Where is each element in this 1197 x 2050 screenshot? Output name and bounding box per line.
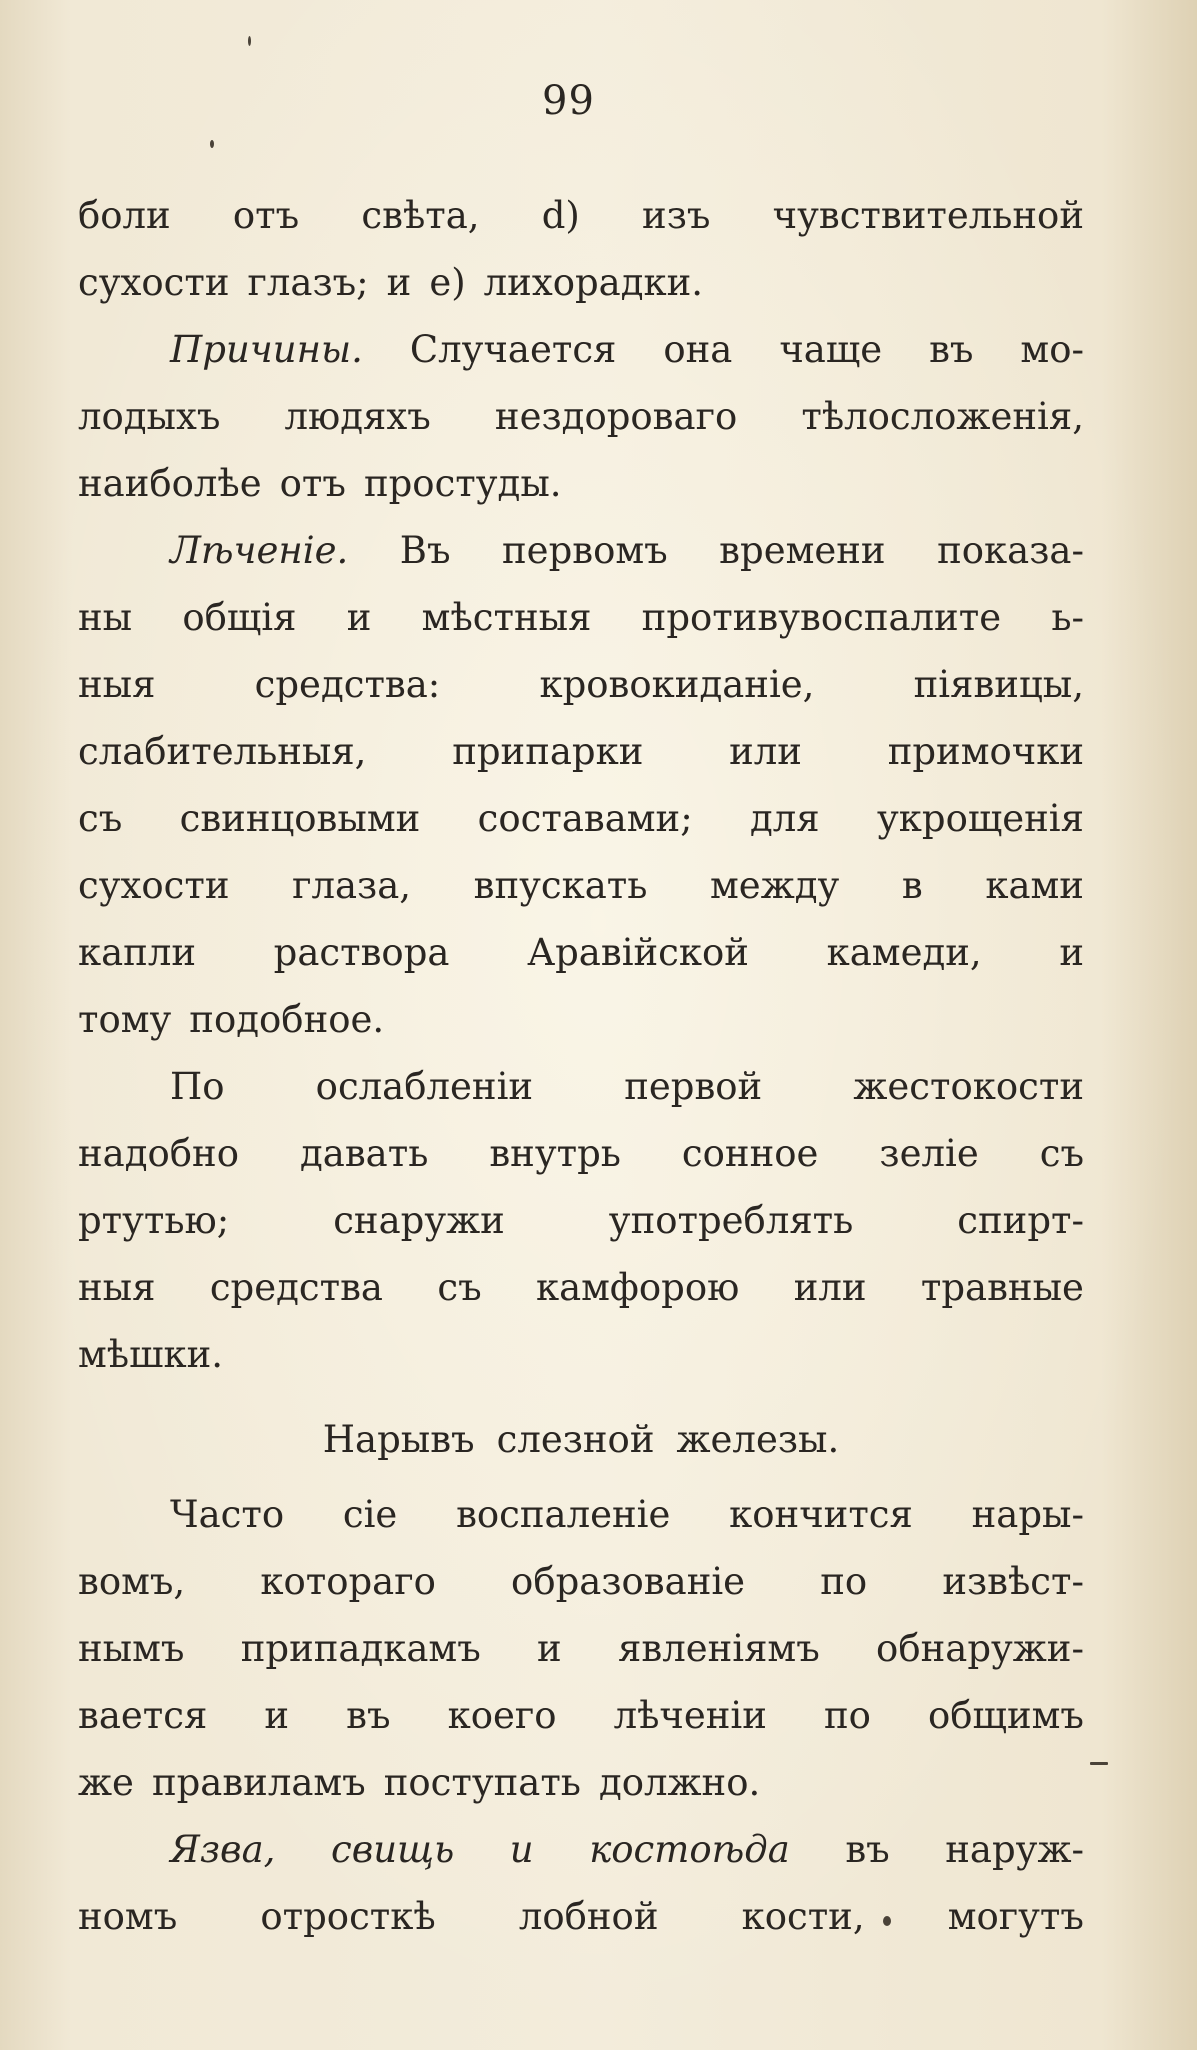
text-line bbox=[78, 1548, 1084, 1615]
word: камеди, bbox=[826, 931, 982, 974]
section-label: Причины. bbox=[170, 328, 363, 371]
paper-speck bbox=[883, 1916, 891, 1926]
word: тѣлосложенія, bbox=[801, 395, 1084, 438]
word: травные bbox=[920, 1266, 1084, 1309]
word: показа- bbox=[937, 529, 1084, 572]
word: кости, bbox=[741, 1895, 865, 1938]
text-line bbox=[78, 852, 1084, 919]
word: и bbox=[264, 1694, 290, 1737]
word: чувствительной bbox=[772, 194, 1084, 237]
word: между bbox=[710, 864, 840, 907]
word: времени bbox=[719, 529, 886, 572]
word: спирт- bbox=[957, 1199, 1084, 1242]
word: сухости bbox=[78, 261, 230, 304]
word: мѣстныя bbox=[421, 596, 592, 639]
word: же bbox=[78, 1761, 134, 1804]
text-line bbox=[78, 1321, 1084, 1388]
word: лодыхъ bbox=[78, 395, 221, 438]
word: номъ bbox=[78, 1895, 178, 1938]
text-line bbox=[78, 651, 1084, 718]
heading-word: Нарывъ bbox=[322, 1418, 475, 1461]
word: и bbox=[537, 1627, 562, 1670]
text-line bbox=[78, 316, 1084, 383]
word: костоѣда bbox=[589, 1828, 790, 1871]
word: впускать bbox=[473, 864, 648, 907]
word: воспаленіе bbox=[456, 1493, 671, 1536]
word: жестокости bbox=[853, 1065, 1084, 1108]
word: и bbox=[1059, 931, 1084, 974]
word: ртутью; bbox=[78, 1199, 230, 1242]
word: надобно bbox=[78, 1132, 239, 1175]
word: мо- bbox=[1020, 328, 1084, 371]
word: коего bbox=[447, 1694, 557, 1737]
word: ками bbox=[985, 864, 1084, 907]
word: По bbox=[170, 1065, 225, 1108]
word: вается bbox=[78, 1694, 208, 1737]
word: боли bbox=[78, 194, 171, 237]
word: первомъ bbox=[502, 529, 668, 572]
text-line bbox=[78, 1120, 1084, 1187]
text-line bbox=[78, 517, 1084, 584]
word: примочки bbox=[887, 730, 1084, 773]
word: явленіямъ bbox=[618, 1627, 820, 1670]
text-line bbox=[78, 249, 1084, 316]
word: вомъ, bbox=[78, 1560, 186, 1603]
word: глаза, bbox=[292, 864, 412, 907]
word: въ bbox=[929, 328, 974, 371]
word: общія bbox=[182, 596, 297, 639]
word: Аравійской bbox=[527, 931, 749, 974]
heading-word: слезной bbox=[496, 1418, 655, 1461]
word: первой bbox=[624, 1065, 763, 1108]
text-line bbox=[78, 1682, 1084, 1749]
word: сухости bbox=[78, 864, 230, 907]
word: нездороваго bbox=[494, 395, 738, 438]
word: тому bbox=[78, 998, 172, 1041]
word: внутрь bbox=[489, 1132, 621, 1175]
word: в bbox=[901, 864, 923, 907]
word: припарки bbox=[452, 730, 644, 773]
paper-speck bbox=[210, 140, 214, 148]
word: она bbox=[663, 328, 733, 371]
word: или bbox=[793, 1266, 867, 1309]
word: изъ bbox=[642, 194, 711, 237]
word: подобное. bbox=[189, 998, 385, 1041]
word: и bbox=[386, 261, 412, 304]
word: нымъ bbox=[78, 1627, 185, 1670]
word: и bbox=[346, 596, 372, 639]
section-heading bbox=[78, 1406, 1084, 1473]
heading-word: железы. bbox=[676, 1418, 840, 1461]
word: обнаружи- bbox=[876, 1627, 1084, 1670]
word: средства bbox=[209, 1266, 383, 1309]
text-line bbox=[78, 785, 1084, 852]
word: свинцовыми bbox=[179, 797, 421, 840]
word: по bbox=[820, 1560, 868, 1603]
text-line bbox=[78, 1053, 1084, 1120]
word: съ bbox=[1039, 1132, 1084, 1175]
text-line bbox=[78, 383, 1084, 450]
text-line bbox=[78, 1254, 1084, 1321]
word: употреблять bbox=[608, 1199, 854, 1242]
word: или bbox=[729, 730, 802, 773]
word: камфорою bbox=[535, 1266, 740, 1309]
word: образованіе bbox=[511, 1560, 746, 1603]
word: e) bbox=[429, 261, 466, 304]
word: d) bbox=[541, 194, 580, 237]
word: ослабленіи bbox=[315, 1065, 534, 1108]
word: общимъ bbox=[928, 1694, 1084, 1737]
word: ныя bbox=[78, 663, 156, 706]
text-line bbox=[78, 986, 1084, 1053]
word: извѣст- bbox=[942, 1560, 1084, 1603]
text-line bbox=[78, 1749, 1084, 1816]
word: нары- bbox=[971, 1493, 1084, 1536]
word: по bbox=[824, 1694, 871, 1737]
word: давать bbox=[300, 1132, 429, 1175]
word: котораго bbox=[260, 1560, 436, 1603]
word: зеліе bbox=[879, 1132, 979, 1175]
word: сіе bbox=[342, 1493, 398, 1536]
word: могутъ bbox=[947, 1895, 1084, 1938]
word: въ bbox=[346, 1694, 391, 1737]
text-line bbox=[78, 1615, 1084, 1682]
word: лихорадки. bbox=[483, 261, 704, 304]
word: кончится bbox=[729, 1493, 913, 1536]
word: отъ bbox=[232, 194, 300, 237]
paper-speck bbox=[1090, 1762, 1108, 1765]
word: ны bbox=[78, 596, 133, 639]
text-line bbox=[78, 450, 1084, 517]
text-line bbox=[78, 1187, 1084, 1254]
word: людяхъ bbox=[284, 395, 431, 438]
text-line bbox=[78, 919, 1084, 986]
word: съ bbox=[437, 1266, 482, 1309]
text-line bbox=[78, 1816, 1084, 1883]
word: Случается bbox=[409, 328, 617, 371]
word: лѣченіи bbox=[613, 1694, 767, 1737]
text-line bbox=[78, 1481, 1084, 1548]
word: Язва, bbox=[170, 1828, 276, 1871]
word: наиболѣе bbox=[78, 462, 262, 505]
word: кровокиданіе, bbox=[539, 663, 815, 706]
word: наруж- bbox=[945, 1828, 1084, 1871]
word: Часто bbox=[170, 1493, 285, 1536]
text-line bbox=[78, 1883, 1084, 1950]
word: должно. bbox=[598, 1761, 761, 1804]
word: лобной bbox=[518, 1895, 659, 1938]
word: и bbox=[509, 1828, 534, 1871]
word: припадкамъ bbox=[240, 1627, 481, 1670]
word: противувоспалите bbox=[641, 596, 1002, 639]
word: въ bbox=[845, 1828, 890, 1871]
word: мѣшки. bbox=[78, 1333, 224, 1376]
word: отъ bbox=[279, 462, 346, 505]
word: ныя bbox=[78, 1266, 156, 1309]
word: чаще bbox=[779, 328, 883, 371]
word: свищь bbox=[330, 1828, 455, 1871]
word: слабительныя, bbox=[78, 730, 367, 773]
word: составами; bbox=[477, 797, 693, 840]
word: свѣта, bbox=[361, 194, 480, 237]
paper-speck bbox=[248, 36, 251, 46]
section-label: Лѣченіе. bbox=[170, 529, 349, 572]
word: раствора bbox=[273, 931, 450, 974]
word: простуды. bbox=[363, 462, 562, 505]
word: правиламъ bbox=[151, 1761, 366, 1804]
word: съ bbox=[78, 797, 123, 840]
word: отросткѣ bbox=[260, 1895, 436, 1938]
word: снаружи bbox=[333, 1199, 505, 1242]
word: ь- bbox=[1051, 596, 1084, 639]
word: укрощенія bbox=[877, 797, 1084, 840]
word: Въ bbox=[399, 529, 451, 572]
word: для bbox=[750, 797, 820, 840]
word: глазъ; bbox=[247, 261, 369, 304]
page-number: 99 bbox=[542, 78, 595, 124]
word: сонное bbox=[681, 1132, 819, 1175]
text-line bbox=[78, 718, 1084, 785]
word: капли bbox=[78, 931, 197, 974]
body-text bbox=[78, 182, 1084, 1950]
text-line bbox=[78, 584, 1084, 651]
text-line bbox=[78, 182, 1084, 249]
word: поступать bbox=[383, 1761, 581, 1804]
word: піявицы, bbox=[913, 663, 1084, 706]
word: средства: bbox=[254, 663, 441, 706]
